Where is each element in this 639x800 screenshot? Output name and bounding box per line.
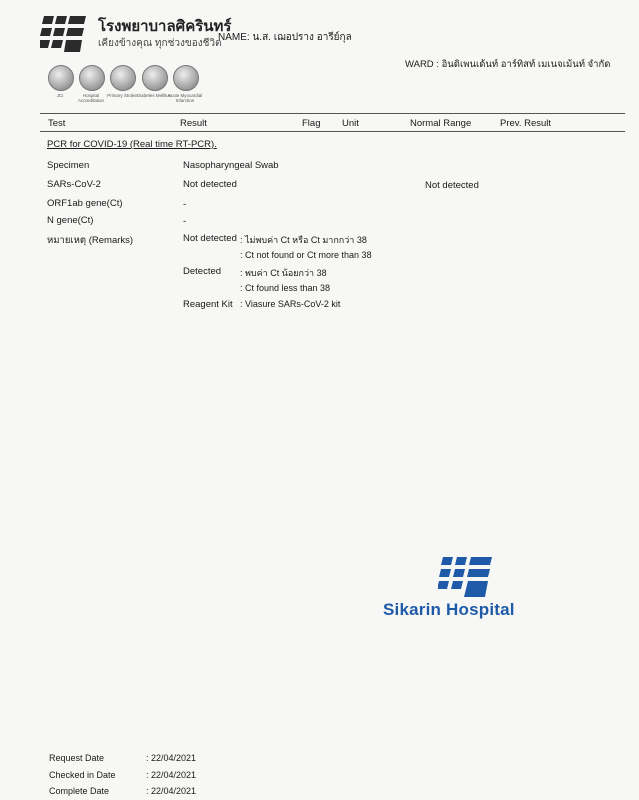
col-result: Result — [180, 118, 207, 129]
ami-badge-icon — [173, 65, 199, 91]
accreditation-badge-icon — [79, 65, 105, 91]
ward-line — [405, 57, 610, 72]
sikarin-stamp-logo — [438, 555, 496, 599]
orf-label: ORF1ab gene(Ct) — [47, 198, 123, 209]
hospital-tagline: เคียงข้างคุณ ทุกช่วงของชีวิต — [98, 38, 222, 49]
badge-caption: JCI — [56, 93, 64, 98]
ngene-value: - — [183, 216, 187, 227]
remarks-nd-label: Not detected — [183, 233, 237, 244]
brand-name: Sikarin Hospital — [383, 600, 515, 619]
patient-name-line — [218, 30, 352, 45]
reagent-kit-value: : Viasure SARs-CoV-2 kit — [240, 299, 341, 309]
stroke-badge-icon — [110, 65, 136, 91]
hospital-name: โรงพยาบาลศิครินทร์ — [98, 18, 232, 35]
diabetes-badge-icon — [142, 65, 168, 91]
badge-caption: Acute Myocardial Infarction — [167, 93, 203, 103]
col-prev-result: Prev. Result — [500, 118, 552, 129]
checked-date-value: : 22/04/2021 — [146, 770, 197, 780]
complete-date-value: : 22/04/2021 — [146, 786, 197, 796]
section-title: PCR for COVID-19 (Real time RT-PCR). — [47, 139, 217, 150]
col-normal-range: Normal Range — [410, 118, 472, 129]
remarks-label: หมายเหตุ (Remarks) — [47, 235, 134, 246]
jci-badge-icon — [48, 65, 74, 91]
sars-value: Not detected — [183, 179, 237, 190]
request-date-value: : 22/04/2021 — [146, 753, 197, 763]
specimen-label: Specimen — [47, 160, 90, 171]
orf-value: - — [183, 199, 187, 210]
remarks-nd-line1: : ไม่พบค่า Ct หรือ Ct มากกว่า 38 — [240, 235, 367, 245]
sars-normal-range: Not detected — [425, 180, 479, 191]
request-date-label: Request Date — [49, 753, 105, 763]
badge-caption: Diabetes Mellitus — [136, 93, 172, 98]
specimen-value: Nasopharyngeal Swab — [183, 160, 279, 171]
remarks-d-label: Detected — [183, 266, 222, 277]
badge-caption: Hospital Accreditation — [77, 93, 104, 103]
checked-date-label: Checked in Date — [49, 770, 116, 780]
patient-name: น.ส. เฌอปราง อารีย์กุล — [252, 32, 352, 43]
hospital-logo — [40, 14, 88, 54]
remarks-d-line2: : Ct found less than 38 — [240, 283, 331, 293]
name-label: NAME: — [218, 32, 250, 43]
reagent-kit-label: Reagent Kit — [183, 299, 233, 310]
col-unit: Unit — [342, 118, 359, 129]
remarks-d-line1: : พบค่า Ct น้อยกว่า 38 — [240, 268, 327, 278]
ward-value: อินดิเพนเด้นท์ อาร์ทิสท์ เมเนจเม้นท์ จำกัด — [441, 59, 611, 70]
header-top-rule — [40, 113, 625, 114]
header-bottom-rule — [40, 131, 625, 132]
sars-label: SARs-CoV-2 — [47, 179, 101, 190]
ngene-label: N gene(Ct) — [47, 215, 94, 226]
badge-caption: Primary Stroke — [107, 93, 137, 98]
col-flag: Flag — [302, 118, 321, 129]
col-test: Test — [48, 118, 66, 129]
complete-date-label: Complete Date — [49, 786, 110, 796]
remarks-nd-line2: : Ct not found or Ct more than 38 — [240, 250, 372, 260]
ward-label: WARD : — [405, 59, 439, 70]
